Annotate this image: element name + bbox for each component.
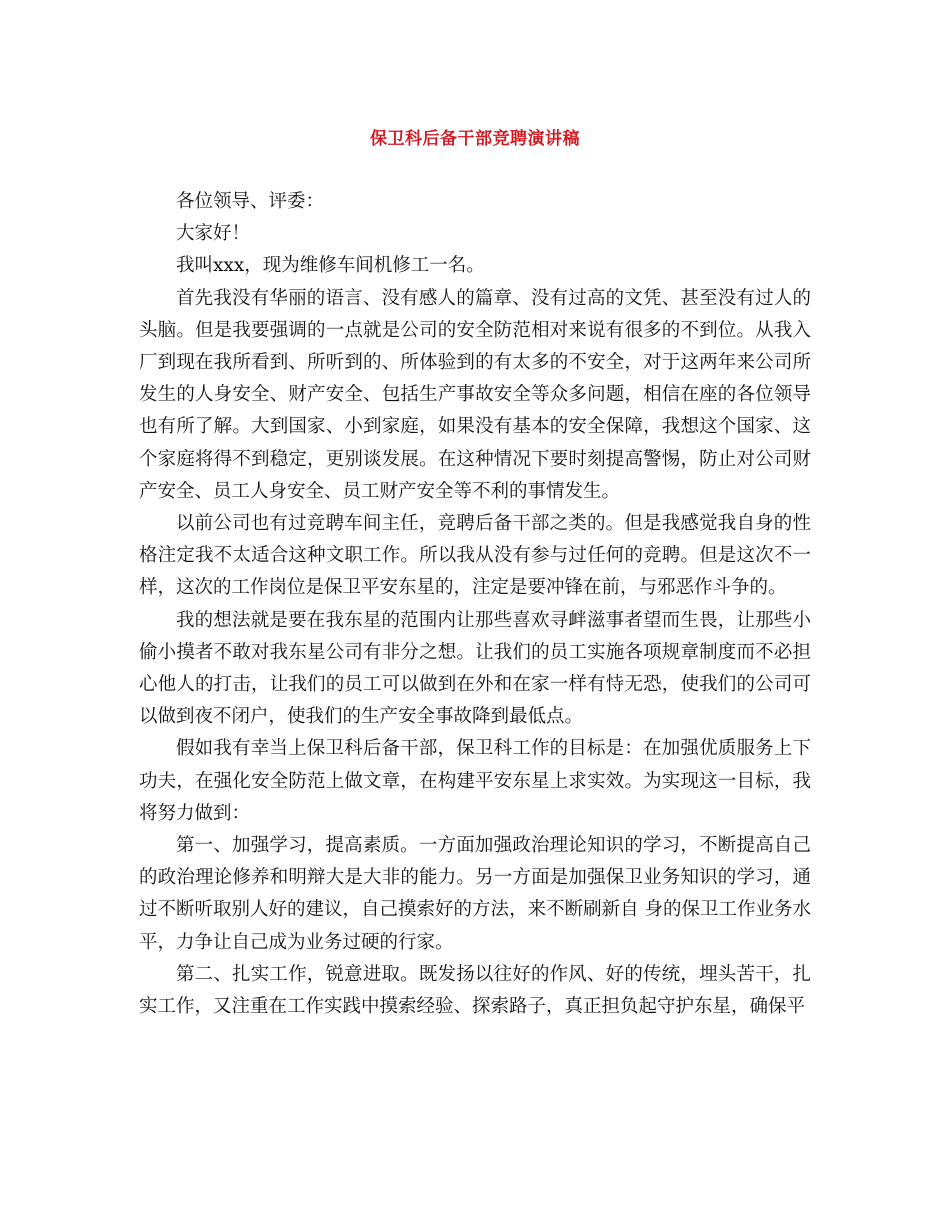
paragraph: 假如我有幸当上保卫科后备干部，保卫科工作的目标是：在加强优质服务上下功夫，在强化安全防范上做文章，在构建平安东星上求实效。为实现这一目标，我将努力做到：: [139, 738, 811, 824]
self-introduction: 我叫xxx，现为维修车间机修工一名。: [176, 255, 485, 277]
greeting: 大家好！: [176, 223, 251, 245]
paragraph: 第二、扎实工作，锐意进取。既发扬以往好的作风、好的传统，埋头苦干，扎实工作，又注重在工作实践中摸索经验、探索路子，真正担负起守护东星，确保平: [139, 963, 811, 1018]
paragraph: 首先我没有华丽的语言、没有感人的篇章、没有过高的文凭、甚至没有过人的头脑。但是我要强调的一点就是公司的安全防范相对来说有很多的不到位。从我入厂到现在我所看到、所听到的、所体验到的有太多的不安全，对于这两年来公司所发生的人身安全、财产安全、包括生产事故安全等众多问题，相信在座的各位领导也有所了解。大到国家、小到家庭，如果没有基本的安全保障，我想这个国家、这个家庭将得不到稳定，更别谈发展。在这种情况下要时刻提高警惕，防止对公司财产安全、员工人身安全、员工财产安全等不利的事情发生。: [139, 287, 811, 502]
salutation: 各位领导、评委：: [176, 191, 325, 212]
paragraph: 第一、加强学习，提高素质。一方面加强政治理论知识的学习，不断提高自己的政治理论修养和明辩大是大非的能力。另一方面是加强保卫业务知识的学习，通过不断听取别人好的建议，自己摸索好的方法，来不断刷新自 身的保卫工作业务水平，力争让自己成为业务过硬的行家。: [139, 835, 811, 953]
paragraph: 我的想法就是要在我东星的范围内让那些喜欢寻衅滋事者望而生畏，让那些小偷小摸者不敢对我东星公司有非分之想。让我们的员工实施各项规章制度而不必担心他人的打击，让我们的员工可以做到在外和在家一样有恃无恐，使我们的公司可以做到夜不闭户，使我们的生产安全事故降到最低点。: [139, 609, 811, 728]
document-title: 保卫科后备干部竞聘演讲稿: [370, 129, 580, 149]
document-body: [139, 186, 811, 1023]
paragraph: 以前公司也有过竞聘车间主任，竞聘后备干部之类的。但是我感觉我自身的性格注定我不太适合这种文职工作。所以我从没有参与过任何的竞聘。但是这次不一样，这次的工作岗位是保卫平安东星的，注定是要冲锋在前，与邪恶作斗争的。: [139, 513, 811, 599]
